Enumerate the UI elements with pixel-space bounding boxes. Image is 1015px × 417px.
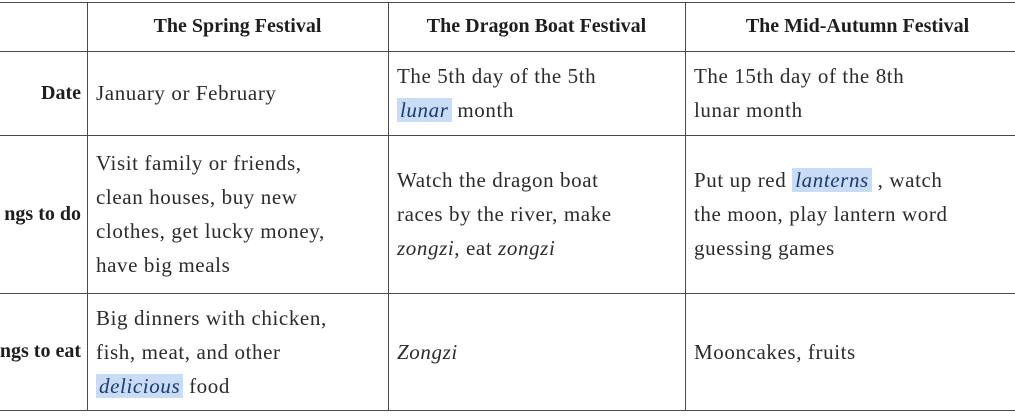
cell-spring-things-to-do [88, 135, 388, 293]
spring-todo-line3: clothes, get lucky money, [96, 219, 325, 243]
spring-todo-line1: Visit family or friends, [96, 151, 302, 175]
zongzi-italic-1: zongzi [397, 236, 455, 260]
spring-todo-line4: have big meals [96, 253, 231, 277]
spring-date-text: January or February [96, 81, 277, 105]
row-label-things-to-do [0, 135, 85, 293]
dragon-todo-line1: Watch the dragon boat [397, 168, 599, 192]
row-label-date [0, 51, 85, 135]
cell-dragon-date [389, 51, 685, 135]
highlight-delicious: delicious [96, 374, 183, 398]
dragon-todo-eat: , eat [454, 236, 499, 260]
row-label-things-to-eat-text: ngs to eat [0, 340, 81, 362]
midautumn-date-line2: lunar month [694, 98, 803, 122]
header-dragon-boat-festival [388, 2, 685, 51]
cell-dragon-things-to-do [389, 135, 685, 293]
cell-midautumn-things-to-eat [686, 293, 1015, 410]
header-spring-festival [87, 2, 388, 51]
row-label-things-to-do-text: ngs to do [4, 202, 81, 225]
spring-todo-line2: clean houses, buy new [96, 185, 298, 209]
zongzi-italic-2: zongzi [498, 236, 556, 260]
dragon-date-month: month [451, 98, 515, 122]
header-dragon-label: The Dragon Boat Festival [426, 15, 647, 37]
table-bottom-border [0, 410, 1015, 411]
midautumn-todo-line3: guessing games [694, 236, 835, 260]
dragon-date-line1: The 5th day of the 5th [397, 64, 597, 88]
midautumn-todo-watch: , watch [871, 168, 943, 192]
dragon-eat-zongzi: Zongzi [397, 339, 458, 364]
cell-spring-date [88, 51, 388, 135]
spring-eat-line1: Big dinners with chicken, [96, 305, 327, 330]
cell-dragon-things-to-eat [389, 293, 685, 410]
spring-eat-line2: fish, meat, and other [96, 339, 281, 364]
midautumn-todo-line2: the moon, play lantern word [694, 202, 948, 226]
highlight-lunar: lunar [397, 98, 452, 122]
midautumn-eat-text: Mooncakes, fruits [694, 339, 856, 364]
highlight-lanterns: lanterns [792, 168, 872, 192]
cell-spring-things-to-eat [88, 293, 388, 410]
dragon-todo-line2: races by the river, make [397, 202, 612, 226]
midautumn-todo-putup: Put up red [694, 168, 793, 192]
midautumn-date-line1: The 15th day of the 8th [694, 64, 905, 88]
header-mid-autumn-festival [685, 2, 1015, 51]
row-label-date-text: Date [41, 81, 81, 104]
header-midautumn-label: The Mid-Autumn Festival [745, 15, 970, 37]
spring-eat-food: food [183, 373, 230, 398]
header-spring-label: The Spring Festival [153, 15, 322, 37]
cell-midautumn-things-to-do [686, 135, 1015, 293]
row-label-things-to-eat [0, 293, 85, 410]
cell-midautumn-date [686, 51, 1015, 135]
